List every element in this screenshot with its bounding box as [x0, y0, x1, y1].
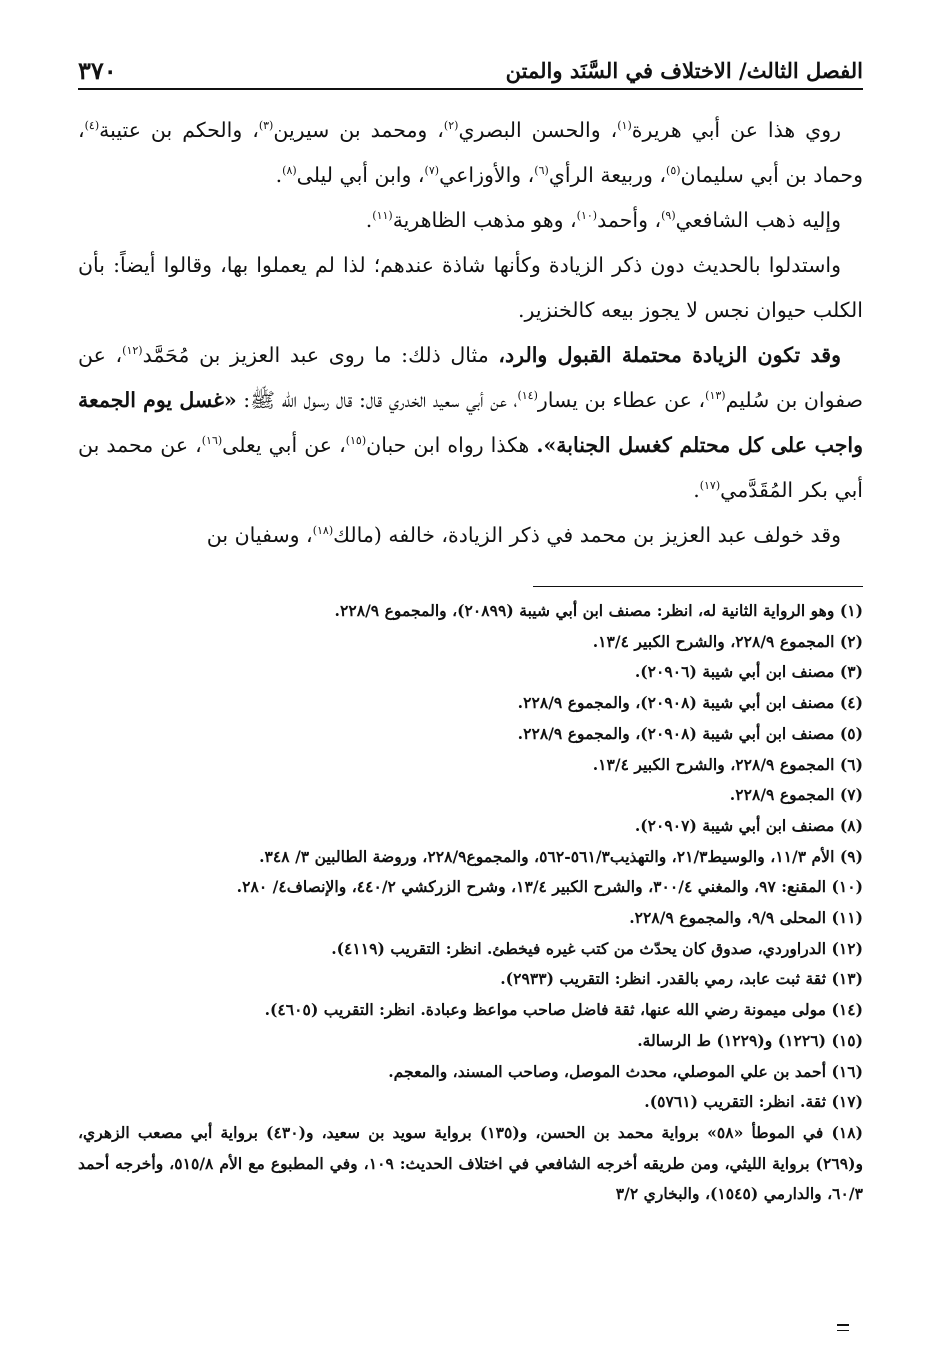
text-run: ، وأحمد — [597, 208, 662, 232]
text-run: . — [365, 208, 373, 232]
footnote-ref: (٢) — [443, 119, 459, 133]
chapter-title: الفصل الثالث/ الاختلاف في السَّنَد والمتن — [505, 57, 863, 83]
text-run: ، وسفيان بن — [206, 523, 313, 547]
text-run: وقد خولف عبد العزيز بن محمد في ذكر الزيادة، خالفه (مالك — [333, 523, 841, 547]
paragraph — [78, 108, 863, 198]
footnote-ref: (١١) — [372, 209, 393, 223]
footnote-ref: (٨) — [282, 164, 297, 178]
paragraph — [78, 198, 863, 243]
bold-text: وقد تكون الزيادة محتملة القبول والرد، — [498, 343, 841, 367]
footnote: (٣) مصنف ابن أبي شيبة (٢٠٩٠٦). — [634, 662, 863, 682]
footnote: (٤) مصنف ابن أبي شيبة (٢٠٩٠٨)، والمجموع ٢٢٨/٩. — [517, 693, 863, 713]
text-run: ، وهو مذهب الظاهرية — [392, 208, 577, 232]
text-run: ، عن صفوان بن سُليم — [78, 343, 863, 412]
text-run: هكذا رواه ابن حبان — [366, 433, 537, 457]
footnote-ref: (٧) — [424, 164, 440, 178]
text-run: ، وحماد بن أبي سليمان — [78, 118, 863, 187]
footnote-ref: (١٠) — [576, 209, 598, 223]
footnote: (١١) المحلى ٩/٩، والمجموع ٢٢٨/٩. — [629, 908, 863, 928]
footnote: (١٣) ثقة ثبت عابد، رمي بالقدر. انظر: التقريب (٢٩٣٣). — [500, 969, 863, 989]
footnote: (١) وهو الرواية الثانية له، انظر: مصنف ابن أبي شيبة (٢٠٨٩٩)، والمجموع ٢٢٨/٩. — [334, 601, 863, 620]
text-run: ، والحسن البصري — [458, 118, 618, 142]
footnote: (٦) المجموع ٢٢٨/٩، والشرح الكبير ١٣/٤. — [592, 754, 863, 774]
text-run: . — [275, 163, 283, 187]
footnote: (١٠) المقنع: ٩٧، والمغني ٣٠٠/٤، والشرح الكبير ١٣/٤، وشرح الزركشي ٤٤٠/٢، والإنصاف٤/ ٢٨٠. — [236, 877, 863, 897]
paragraph — [78, 333, 863, 513]
text-run: روي هذا عن أبي هريرة — [631, 118, 841, 142]
footnote-ref: (١٢) — [122, 344, 143, 358]
footnote-ref: (٩) — [661, 209, 676, 223]
footnote: (١٤) مولى ميمونة رضي الله عنها، ثقة فاضل صاحب مواعظ وعبادة. انظر: التقريب (٤٦٠٥). — [264, 1000, 863, 1020]
text-run: ، وابن أبي ليلى — [296, 163, 425, 187]
footnote-ref: (١٤) — [517, 389, 538, 403]
text-run: مثال ذلك: ما روى عبد العزيز بن مُحَمَّد — [142, 343, 499, 367]
footnote: (١٦) أحمد بن علي الموصلي، محدث الموصل، وصاحب المسند، والمعجم. — [388, 1061, 863, 1081]
text-run: ، والحكم بن عتيبة — [99, 118, 259, 142]
text-run: ، والأوزاعي — [439, 163, 535, 187]
text-run: ، عن محمد بن أبي بكر المُقَدَّمي — [78, 433, 863, 502]
footnote-separator — [533, 586, 863, 587]
footnote: (٩) الأم ١١/٣، والوسيط٢١/٣، والتهذيب٥٦١/٣-٥٦٢، والمجموع٢٢٨/٩، وروضة الطالبين ٣/ ٣٤٨. — [259, 846, 863, 866]
footnote: (١٨) في الموطأ «٥٨» برواية محمد بن الحسن، و(١٣٥) برواية سويد بن سعيد، و(٤٣٠) برواية أبي مصعب الزهري، و(٢٦٩) برواية الليثي، ومن طريقه أخرجه الشافعي في اختلاف الحديث: ١٠٩، وفي المطبوع مع الأم ٥١٥/٨، وأخرجه أحمد ٦٠/٣، والدارمي (١٥٤٥)، والبخاري ٣/٢ — [78, 1122, 864, 1204]
text-run: . — [693, 478, 700, 502]
footnote: (٨) مصنف ابن أبي شيبة (٢٠٩٠٧). — [634, 815, 863, 835]
text-run: وإليه ذهب الشافعي — [675, 208, 841, 232]
text-run: ، وربيعة الرأي — [548, 163, 667, 187]
text-run: ، ومحمد بن سيرين — [273, 118, 444, 142]
paragraph: واستدلوا بالحديث دون ذكر الزيادة وكأنها شاذة عندهم؛ لذا لم يعملوا بها، وقالوا أيضاً: بأن الكلب حيوان نجس لا يجوز بيعه كالخنزير. — [78, 253, 863, 322]
footnote-ref: (٣) — [258, 119, 274, 133]
continuation-mark — [837, 1324, 849, 1331]
paragraph — [78, 513, 863, 558]
main-text — [78, 108, 863, 558]
page-number: ٣٧٠ — [78, 55, 117, 85]
footnote-ref: (٦) — [534, 164, 549, 178]
footnote: (٧) المجموع ٢٢٨/٩. — [729, 785, 863, 805]
footnote-ref: (١٣) — [705, 389, 726, 403]
footnote-ref: (١٥) — [345, 434, 367, 448]
footnote-ref: (١) — [617, 119, 632, 133]
footnote: (٢) المجموع ٢٢٨/٩، والشرح الكبير ١٣/٤. — [592, 631, 863, 651]
footnote-ref: (١٦) — [201, 434, 223, 448]
page-header — [78, 52, 863, 90]
footnote: (١٢) الدراوردي، صدوق كان يحدّث من كتب غيره فيخطئ. انظر: التقريب (٤١١٩). — [331, 938, 863, 958]
footnote-ref: (٤) — [84, 119, 100, 133]
footnote-ref: (٥) — [666, 164, 681, 178]
footnotes — [78, 596, 863, 1210]
hadith-quote: «غسل يوم الجمعة واجب على كل محتلم كغسل الجنابة». — [78, 388, 863, 457]
text-run: ، عن عطاء بن يسار — [537, 388, 706, 412]
footnote-ref: (١٨) — [312, 524, 334, 538]
text-run: ، عن أبي سعيد الخدري قال: قال رسول الله ﷺ: — [236, 388, 518, 412]
footnote-ref: (١٧) — [699, 479, 721, 493]
footnote: (٥) مصنف ابن أبي شيبة (٢٠٩٠٨)، والمجموع ٢٢٨/٩. — [517, 723, 863, 743]
footnote: (١٥) (١٢٢٦) و(١٢٢٩) ط الرسالة. — [637, 1030, 863, 1050]
footnote: (١٧) ثقة. انظر: التقريب (٥٧٦١). — [644, 1092, 863, 1112]
text-run: ، عن أبي يعلى — [222, 433, 346, 457]
